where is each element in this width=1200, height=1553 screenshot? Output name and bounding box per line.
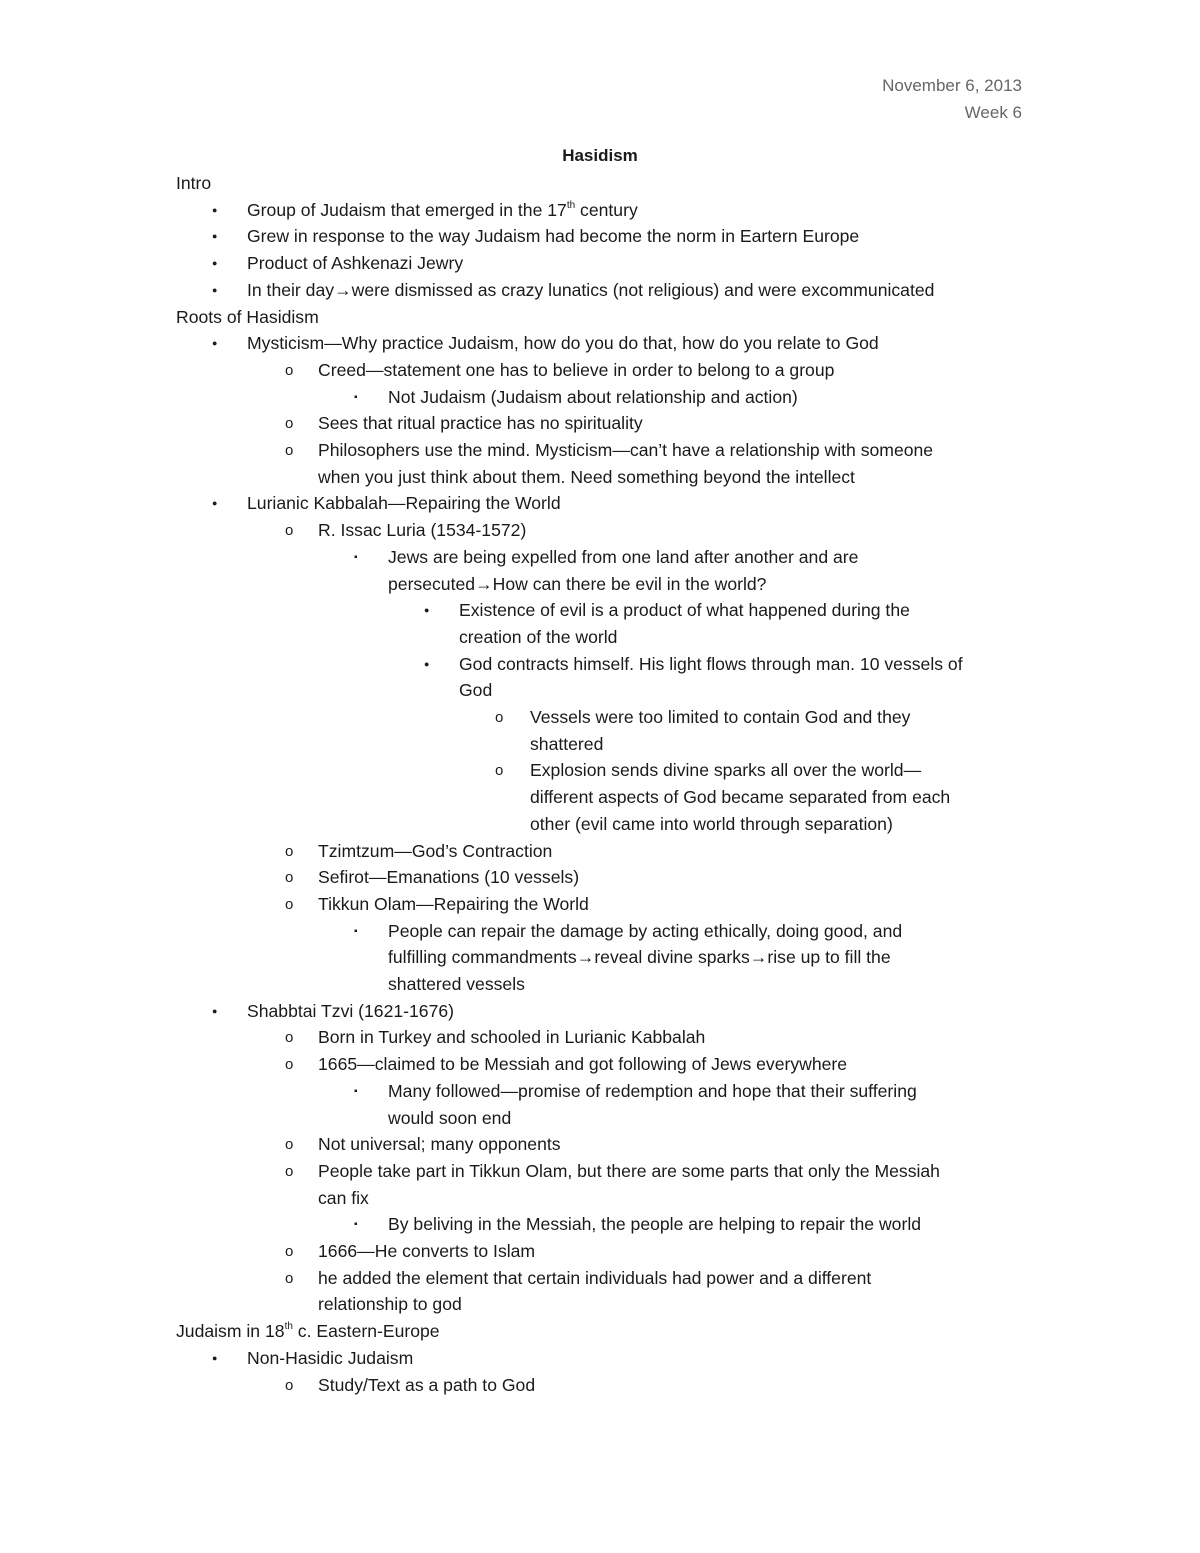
outline-text: shattered vessels <box>388 974 525 994</box>
outline-line <box>0 838 1200 865</box>
outline-text: By beliving in the Messiah, the people are helping to repair the world <box>388 1214 922 1235</box>
bullet-marker: o <box>285 895 294 913</box>
outline-text: People take part in Tikkun Olam, but there are some parts that only the Messiah <box>318 1160 940 1181</box>
outline-line <box>0 517 1200 544</box>
bullet-marker: ● <box>212 338 218 349</box>
outline-line <box>0 784 1200 811</box>
bullet-marker: o <box>285 415 294 433</box>
superscript: th <box>566 199 576 211</box>
outline-line <box>0 1105 1200 1132</box>
outline-line <box>0 891 1200 918</box>
header-week: Week 6 <box>964 103 1022 122</box>
outline-line <box>0 1318 1200 1345</box>
outline-text: Shabbtai Tzvi (1621-1676) <box>247 1000 455 1021</box>
outline-line <box>0 490 1200 517</box>
outline-text: Grew in response to the way Judaism had become the norm in Eartern Europe <box>247 226 860 247</box>
bullet-marker: o <box>285 1376 294 1394</box>
page-title: Hasidism <box>562 146 638 165</box>
outline-text: God <box>459 680 493 701</box>
outline-text: when you just think about them. Need something beyond the intellect <box>318 466 855 487</box>
outline-text: Tzimtzum—God’s Contraction <box>318 840 553 861</box>
outline-line <box>0 731 1200 758</box>
outline-text: Existence of evil is a product of what happened during the <box>459 600 910 621</box>
bullet-marker: o <box>285 1029 294 1047</box>
outline-text: creation of the world <box>459 626 618 647</box>
outline-line <box>0 544 1200 571</box>
header-date: November 6, 2013 <box>882 76 1022 95</box>
outline-line <box>0 1185 1200 1212</box>
outline-text: Explosion sends divine sparks all over the world— <box>530 760 922 781</box>
bullet-marker: ● <box>424 658 430 669</box>
outline-line <box>0 971 1200 998</box>
bullet-marker: ● <box>212 1352 218 1363</box>
bullet-marker: o <box>285 869 294 887</box>
bullet-marker: ● <box>212 204 218 215</box>
superscript: th <box>284 1321 293 1333</box>
outline-text: Sefirot—Emanations (10 vessels) <box>318 867 580 888</box>
outline-line <box>0 864 1200 891</box>
outline-line <box>0 1372 1200 1399</box>
outline-text: Non-Hasidic Judaism <box>247 1347 414 1368</box>
bullet-marker: o <box>495 762 504 780</box>
outline-line <box>0 1211 1200 1238</box>
outline-text: God contracts himself. His light flows through man. 10 vessels of <box>459 653 963 674</box>
bullet-marker: o <box>285 1243 294 1260</box>
outline-text: shattered <box>530 733 604 754</box>
bullet-marker: o <box>495 709 504 726</box>
outline-text: Intro <box>176 173 212 193</box>
outline-line <box>0 304 1200 331</box>
outline-text: Roots of Hasidism <box>176 306 319 327</box>
bullet-marker: o <box>285 1056 294 1074</box>
outline-line <box>0 624 1200 651</box>
outline-text: Not universal; many opponents <box>318 1134 561 1155</box>
bullet-marker: ▪ <box>354 391 358 403</box>
outline-text: persecuted→How can there be evil in the world? <box>388 573 767 594</box>
bullet-marker: ▪ <box>354 1085 358 1097</box>
outline-line <box>0 998 1200 1025</box>
outline-line <box>0 1265 1200 1292</box>
outline-text: Philosophers use the mind. Mysticism—can’t have a relationship with someone <box>318 440 934 460</box>
outline-line <box>0 1291 1200 1318</box>
bullet-marker: ● <box>424 605 430 616</box>
outline-line <box>0 437 1200 464</box>
outline-line <box>0 1131 1200 1158</box>
outline-text: Group of Judaism that emerged in the 17th century <box>247 199 638 220</box>
outline-line <box>0 811 1200 838</box>
outline-line <box>0 1078 1200 1105</box>
outline-line <box>0 223 1200 250</box>
outline-text: Lurianic Kabbalah—Repairing the World <box>247 493 561 514</box>
outline-line <box>0 330 1200 357</box>
outline-text: Creed—statement one has to believe in order to belong to a group <box>318 359 835 380</box>
outline-text: relationship to god <box>318 1294 462 1315</box>
outline-text: other (evil came into world through separation) <box>530 813 893 834</box>
outline-line <box>0 250 1200 277</box>
outline-text: Tikkun Olam—Repairing the World <box>318 893 589 914</box>
outline-text: Born in Turkey and schooled in Lurianic Kabbalah <box>318 1027 706 1048</box>
outline-text: Jews are being expelled from one land after another and are <box>388 546 859 567</box>
bullet-marker: o <box>285 442 294 459</box>
outline-text: 1665—claimed to be Messiah and got following of Jews everywhere <box>318 1054 848 1075</box>
outline-text: different aspects of God became separated from each <box>530 787 951 808</box>
outline-text: Product of Ashkenazi Jewry <box>247 253 464 274</box>
outline-text: he added the element that certain individuals had power and a different <box>318 1267 872 1288</box>
bullet-marker: ● <box>212 1005 218 1016</box>
outline-line <box>0 918 1200 945</box>
outline-text: can fix <box>318 1187 369 1208</box>
outline-line <box>0 197 1200 224</box>
outline-line <box>0 944 1200 971</box>
outline-line <box>0 704 1200 731</box>
outline-line <box>0 357 1200 384</box>
outline-line <box>0 571 1200 598</box>
outline-text: Judaism in 18th c. Eastern-Europe <box>176 1321 440 1342</box>
outline-text: 1666—He converts to Islam <box>318 1241 536 1261</box>
outline-text: People can repair the damage by acting ethically, doing good, and <box>388 920 903 941</box>
outline-text: R. Issac Luria (1534-1572) <box>318 520 527 541</box>
outline-text: would soon end <box>388 1107 512 1128</box>
outline-line <box>0 464 1200 491</box>
outline-text: Vessels were too limited to contain God and they <box>530 707 911 727</box>
outline-text: Mysticism—Why practice Judaism, how do you do that, how do you relate to God <box>247 333 879 354</box>
outline-line <box>0 757 1200 784</box>
outline-line <box>0 651 1200 678</box>
outline-line <box>0 384 1200 411</box>
bullet-marker: o <box>285 1269 294 1287</box>
outline-line <box>0 170 1200 197</box>
bullet-marker: ▪ <box>354 925 358 937</box>
bullet-marker: ▪ <box>354 551 358 563</box>
outline-text: Many followed—promise of redemption and hope that their suffering <box>388 1080 917 1101</box>
bullet-marker: ▪ <box>354 1219 358 1231</box>
outline-line <box>0 1238 1200 1265</box>
bullet-marker: o <box>285 522 294 540</box>
bullet-marker: ● <box>212 258 218 269</box>
outline-line <box>0 1024 1200 1051</box>
outline-text: Study/Text as a path to God <box>318 1374 536 1395</box>
bullet-marker: ● <box>212 231 218 242</box>
outline-text: In their day→were dismissed as crazy lunatics (not religious) and were excommunicated <box>247 279 935 300</box>
outline-text: Not Judaism (Judaism about relationship and action) <box>388 386 798 407</box>
bullet-marker: o <box>285 361 294 379</box>
outline-line <box>0 410 1200 437</box>
outline-text: Sees that ritual practice has no spirituality <box>318 413 643 434</box>
outline-line <box>0 597 1200 624</box>
outline-line <box>0 277 1200 304</box>
outline-line <box>0 1158 1200 1185</box>
bullet-marker: o <box>285 842 294 860</box>
outline-line <box>0 677 1200 704</box>
outline-text: fulfilling commandments→reveal divine sparks→rise up to fill the <box>388 947 891 968</box>
bullet-marker: ● <box>212 284 218 295</box>
outline-line <box>0 1051 1200 1078</box>
bullet-marker: o <box>285 1162 294 1180</box>
outline-line <box>0 1345 1200 1372</box>
bullet-marker: o <box>285 1136 294 1154</box>
bullet-marker: ● <box>212 498 218 509</box>
